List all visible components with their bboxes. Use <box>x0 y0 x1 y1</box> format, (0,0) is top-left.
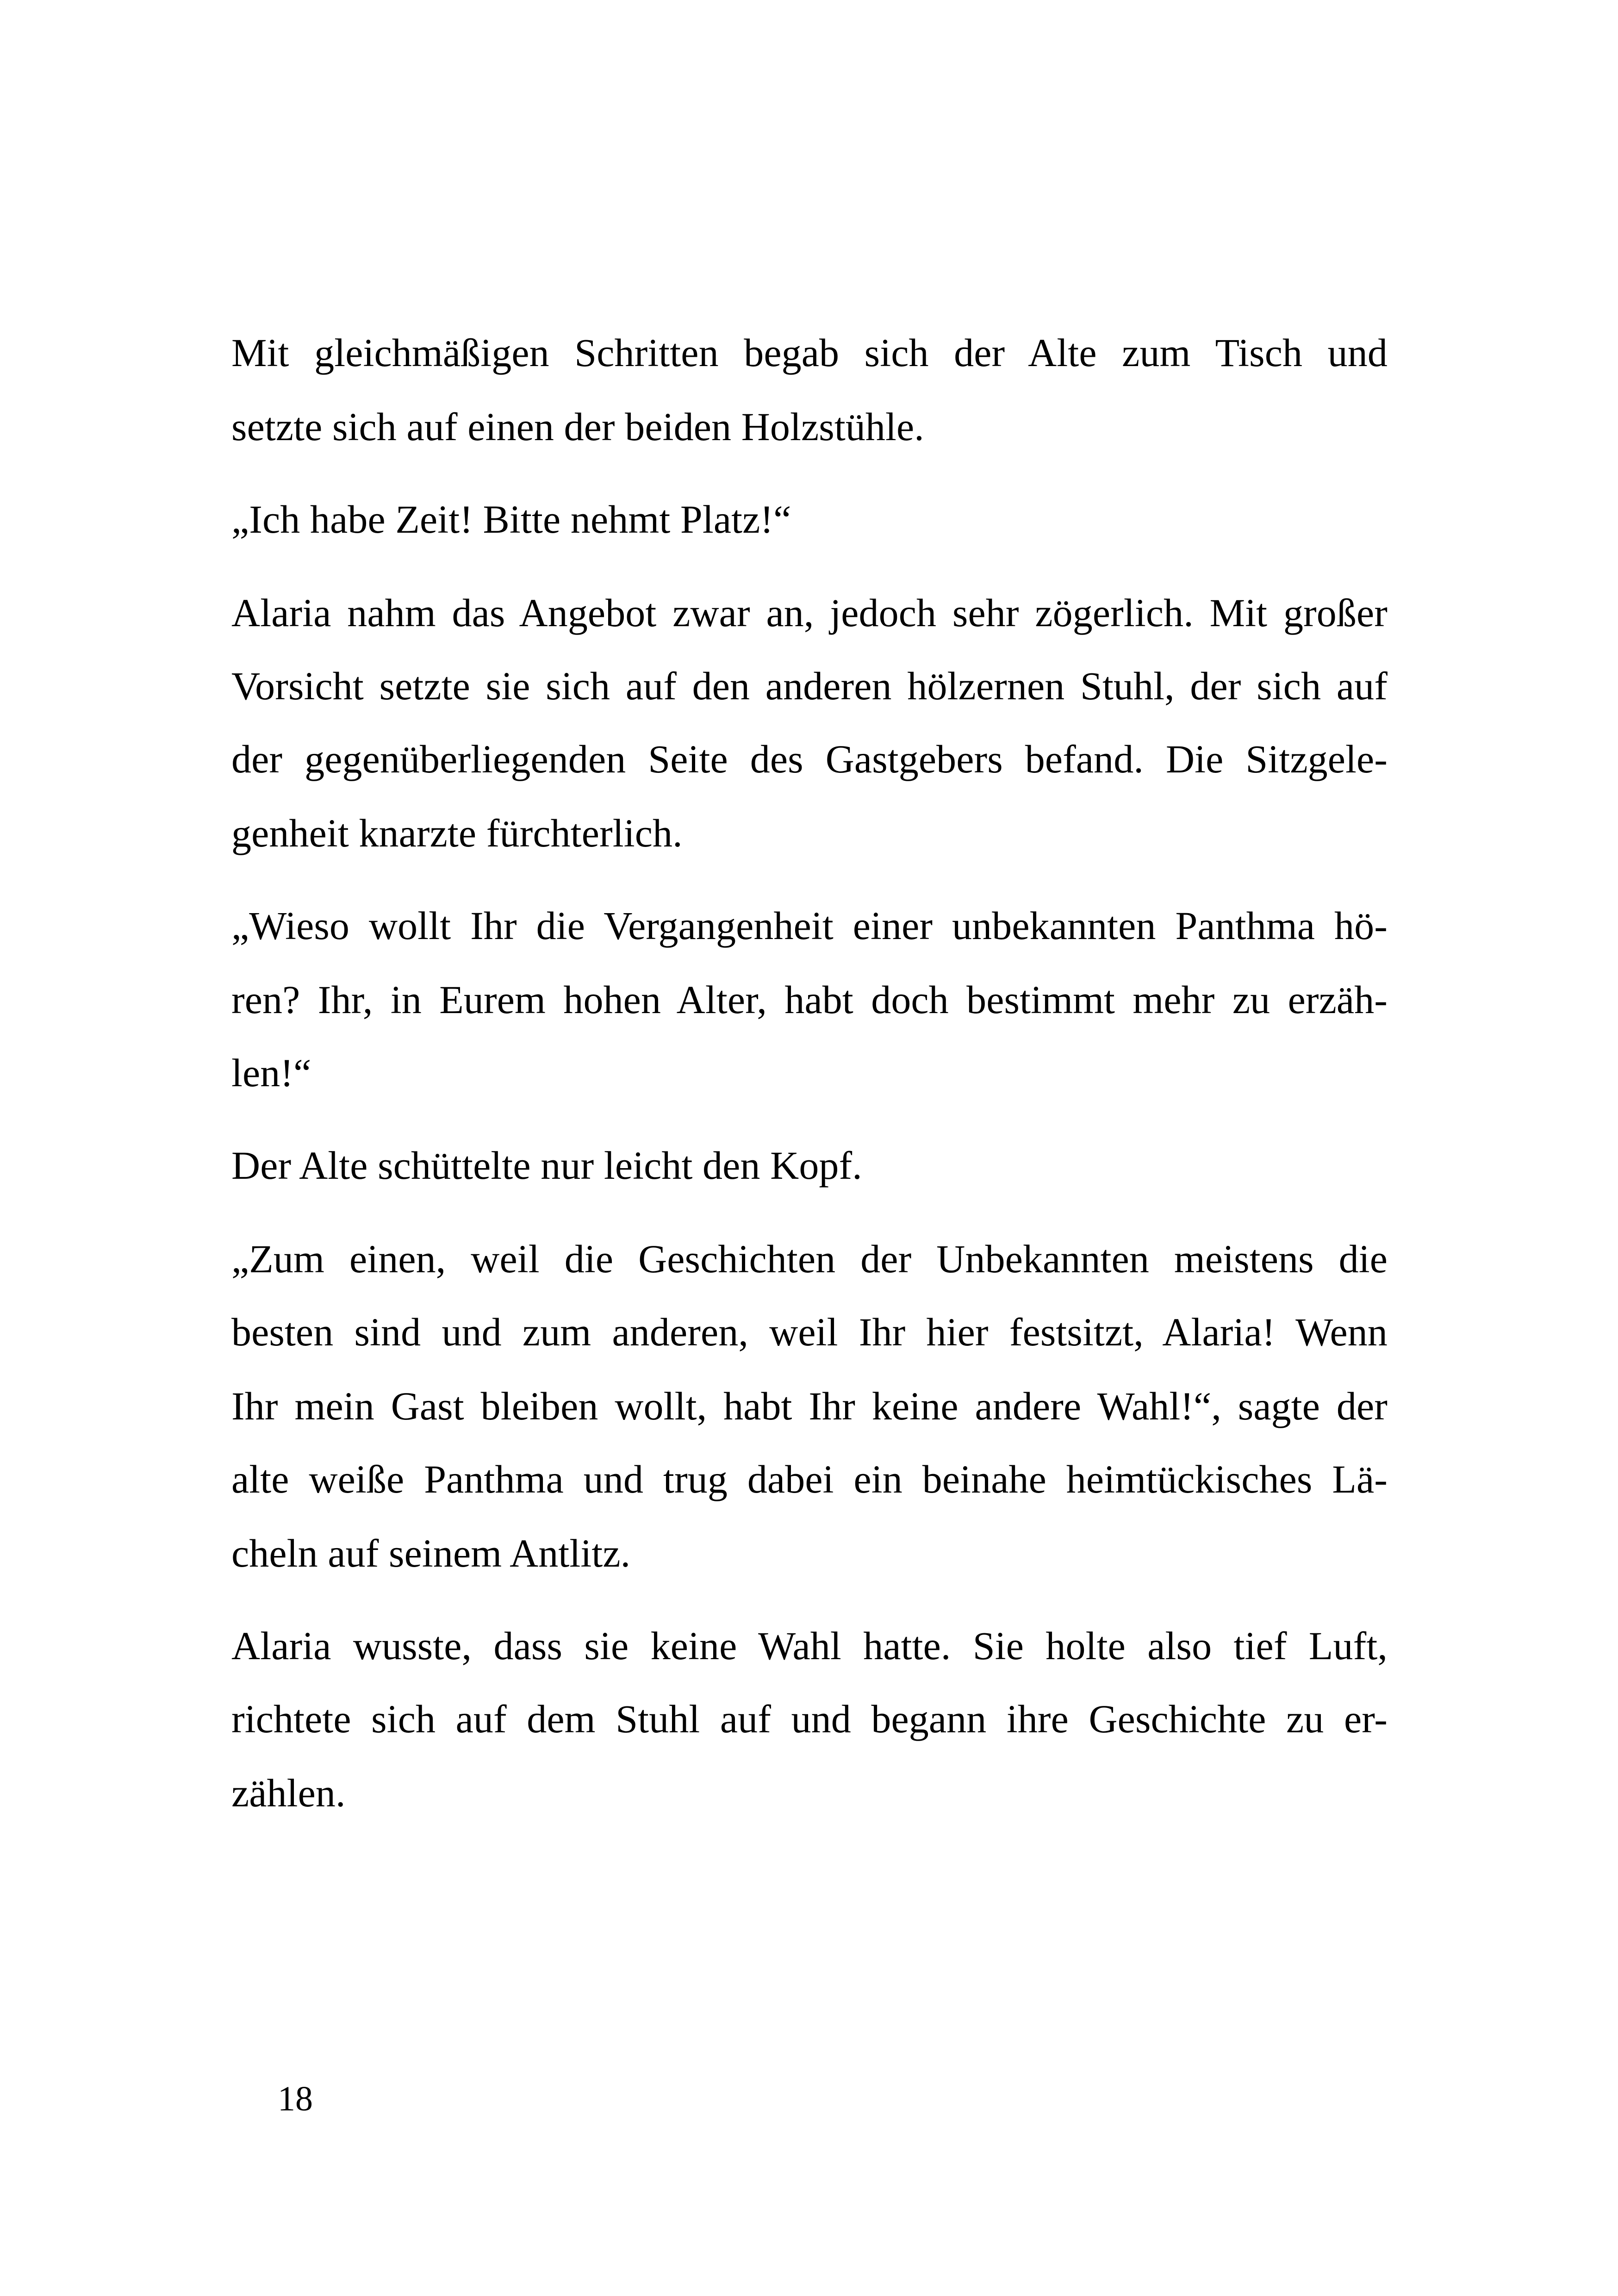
text-line: „Zum einen, weil die Geschichten der Unbekannten meistens die <box>231 1237 1388 1281</box>
text-line: richtete sich auf dem Stuhl auf und begann ihre Geschichte zu er- <box>231 1697 1388 1741</box>
text-line: alte weiße Panthma und trug dabei ein beinahe heimtückisches Lä- <box>231 1457 1388 1501</box>
text-line: Alaria nahm das Angebot zwar an, jedoch sehr zögerlich. Mit großer <box>231 591 1388 635</box>
text-line: setzte sich auf einen der beiden Holzstühle. <box>231 404 924 449</box>
text-line: cheln auf seinem Antlitz. <box>231 1531 631 1575</box>
text-line: Mit gleichmäßigen Schritten begab sich der Alte zum Tisch und <box>231 330 1388 375</box>
text-line: Ihr mein Gast bleiben wollt, habt Ihr keine andere Wahl!“, sagte der <box>231 1384 1388 1428</box>
text-line: besten sind und zum anderen, weil Ihr hier festsitzt, Alaria! Wenn <box>231 1310 1388 1354</box>
text-line: „Ich habe Zeit! Bitte nehmt Platz!“ <box>231 497 791 541</box>
text-line: der gegenüberliegenden Seite des Gastgebers befand. Die Sitzgele- <box>231 737 1388 781</box>
text-line: Alaria wusste, dass sie keine Wahl hatte. Sie holte also tief Luft, <box>231 1624 1388 1668</box>
text-line: genheit knarzte fürchterlich. <box>231 811 683 855</box>
text-line: „Wieso wollt Ihr die Vergangenheit einer unbekannten Panthma hö- <box>231 903 1388 948</box>
text-line: Der Alte schüttelte nur leicht den Kopf. <box>231 1143 862 1188</box>
page-number: 18 <box>278 2079 313 2118</box>
text-line: ren? Ihr, in Eurem hohen Alter, habt doch bestimmt mehr zu erzäh- <box>231 977 1388 1022</box>
text-line: Vorsicht setzte sie sich auf den anderen hölzernen Stuhl, der sich auf <box>231 664 1388 708</box>
text-line: zählen. <box>231 1771 346 1815</box>
text-line: len!“ <box>231 1051 311 1095</box>
